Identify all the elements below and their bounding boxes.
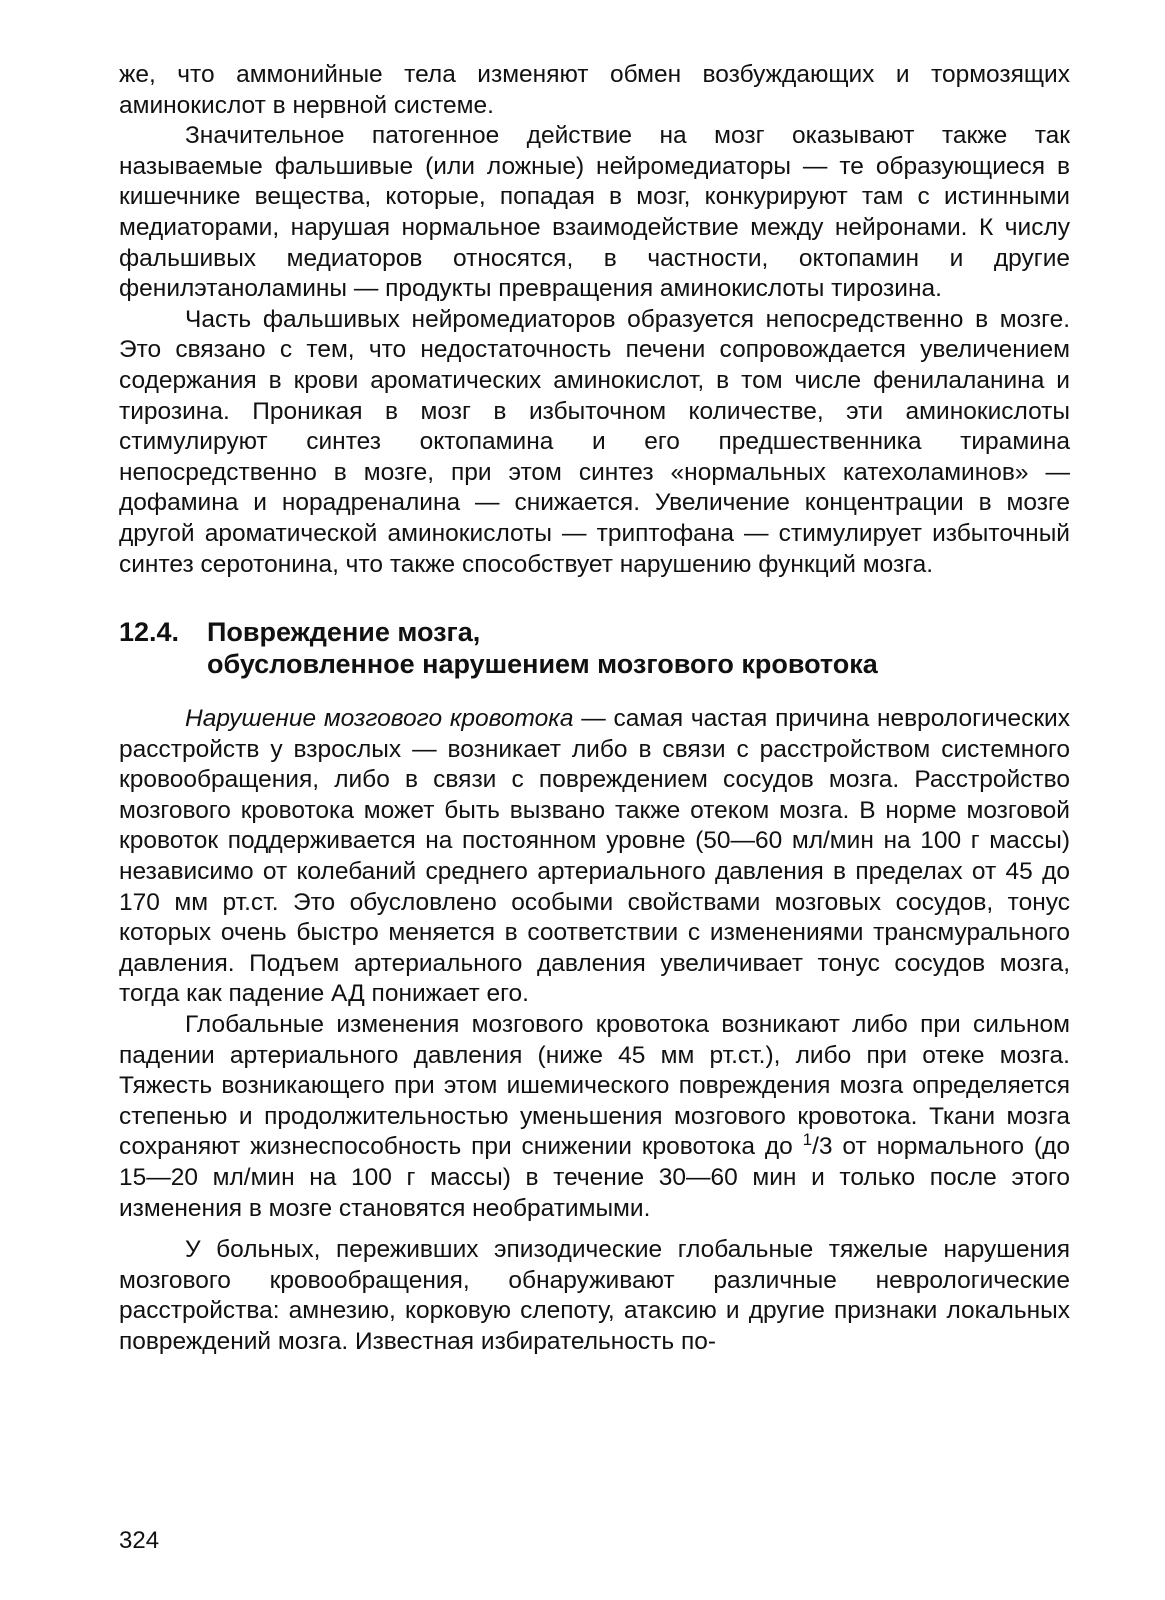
- section-title: [207, 616, 1070, 680]
- italic-term: Нарушение мозгового кровотока: [185, 705, 574, 733]
- paragraph-continued: же, что аммонийные тела изменяют обмен возбуждающих и тормозящих аминокислот в нервной системе.: [119, 61, 1070, 119]
- section-number: 12.4.: [119, 617, 180, 648]
- fraction-numerator: 1: [802, 1130, 813, 1150]
- section-title-line-1: Повреждение мозга,: [207, 617, 481, 648]
- section-title-line-2: обусловленное нарушением мозгового кровотока: [207, 649, 878, 680]
- paragraph-false-neurotransmitters: Значительное патогенное действие на мозг оказывают также так называемые фальшивые (или ложные) нейромедиаторы — те образующиеся в кишечнике вещества, которые, попадая в мозг, конкурируют там с истинными медиаторами, нарушая нормальное взаимодействие между нейронами. К числу фальшивых медиаторов относятся, в частности, октопамин и другие фенилэтаноламины — продукты превращения аминокислоты тирозина.: [119, 122, 1070, 303]
- paragraph-aromatic-amino-acids: Часть фальшивых нейромедиаторов образуется непосредственно в мозге. Это связано с тем, что недостаточность печени сопровождается увеличением содержания в крови ароматических аминокислот, в том числе фенилаланина и тирозина. Проникая в мозг в избыточном количестве, эти аминокислоты стимулируют синтез октопамина и его предшественника тирамина непосредственно в мозге, при этом синтез «нормальных катехоламинов» — дофамина и норадреналина — снижается. Увеличение концентрации в мозге другой ароматической аминокислоты — триптофана — стимулирует избыточный синтез серотонина, что также способствует нарушению функций мозга.: [119, 305, 1070, 578]
- section-heading: [119, 616, 1070, 680]
- page-number: 324: [119, 1527, 160, 1554]
- paragraph-gap: [119, 1224, 1070, 1235]
- paragraph-global-changes: [119, 1010, 1070, 1224]
- paragraph-episodic-disorders: У больных, переживших эпизодические глобальные тяжелые нарушения мозгового кровообращения, обнаруживают различные неврологические расстройства: амнезию, корковую слепоту, атаксию и другие признаки локальных повреждений мозга. Известная избирательность по-: [119, 1236, 1070, 1355]
- fraction-denominator: /3: [812, 1133, 833, 1161]
- paragraph-global-changes-before: Глобальные изменения мозгового кровотока возникают либо при сильном падении артериального давления (ниже 45 мм рт.ст.), либо при отеке мозга. Тяжесть возникающего при этом ишемического повреждения мозга определяется степенью и продолжительностью уменьшения мозгового кровотока. Ткани мозга сохраняют жизнеспособность при снижении кровотока до: [119, 1011, 1070, 1161]
- paragraph-cerebral-blood-flow: [119, 704, 1070, 1010]
- paragraph-global-changes-after: от нормального (до 15—20 мл/мин на 100 г массы) в течение 30—60 мин и только после этого изменения в мозге становятся необратимыми.: [119, 1133, 1070, 1222]
- paragraph-cerebral-blood-flow-text: — самая частая причина неврологических расстройств у взрослых — возникает либо в связи с расстройством системного кровообращения, либо в связи с повреждением сосудов мозга. Расстройство мозгового кровотока может быть вызвано также отеком мозга. В норме мозговой кровоток поддерживается на постоянном уровне (50—60 мл/мин на 100 г массы) независимо от колебаний среднего артериального давления в пределах от 45 до 170 мм рт.ст. Это обусловлено особыми свойствами мозговых сосудов, тонус которых очень быстро меняется в соответствии с изменениями трансмурального давления. Подъем артериального давления увеличивает тонус сосудов мозга, тогда как падение АД понижает его.: [119, 705, 1070, 1008]
